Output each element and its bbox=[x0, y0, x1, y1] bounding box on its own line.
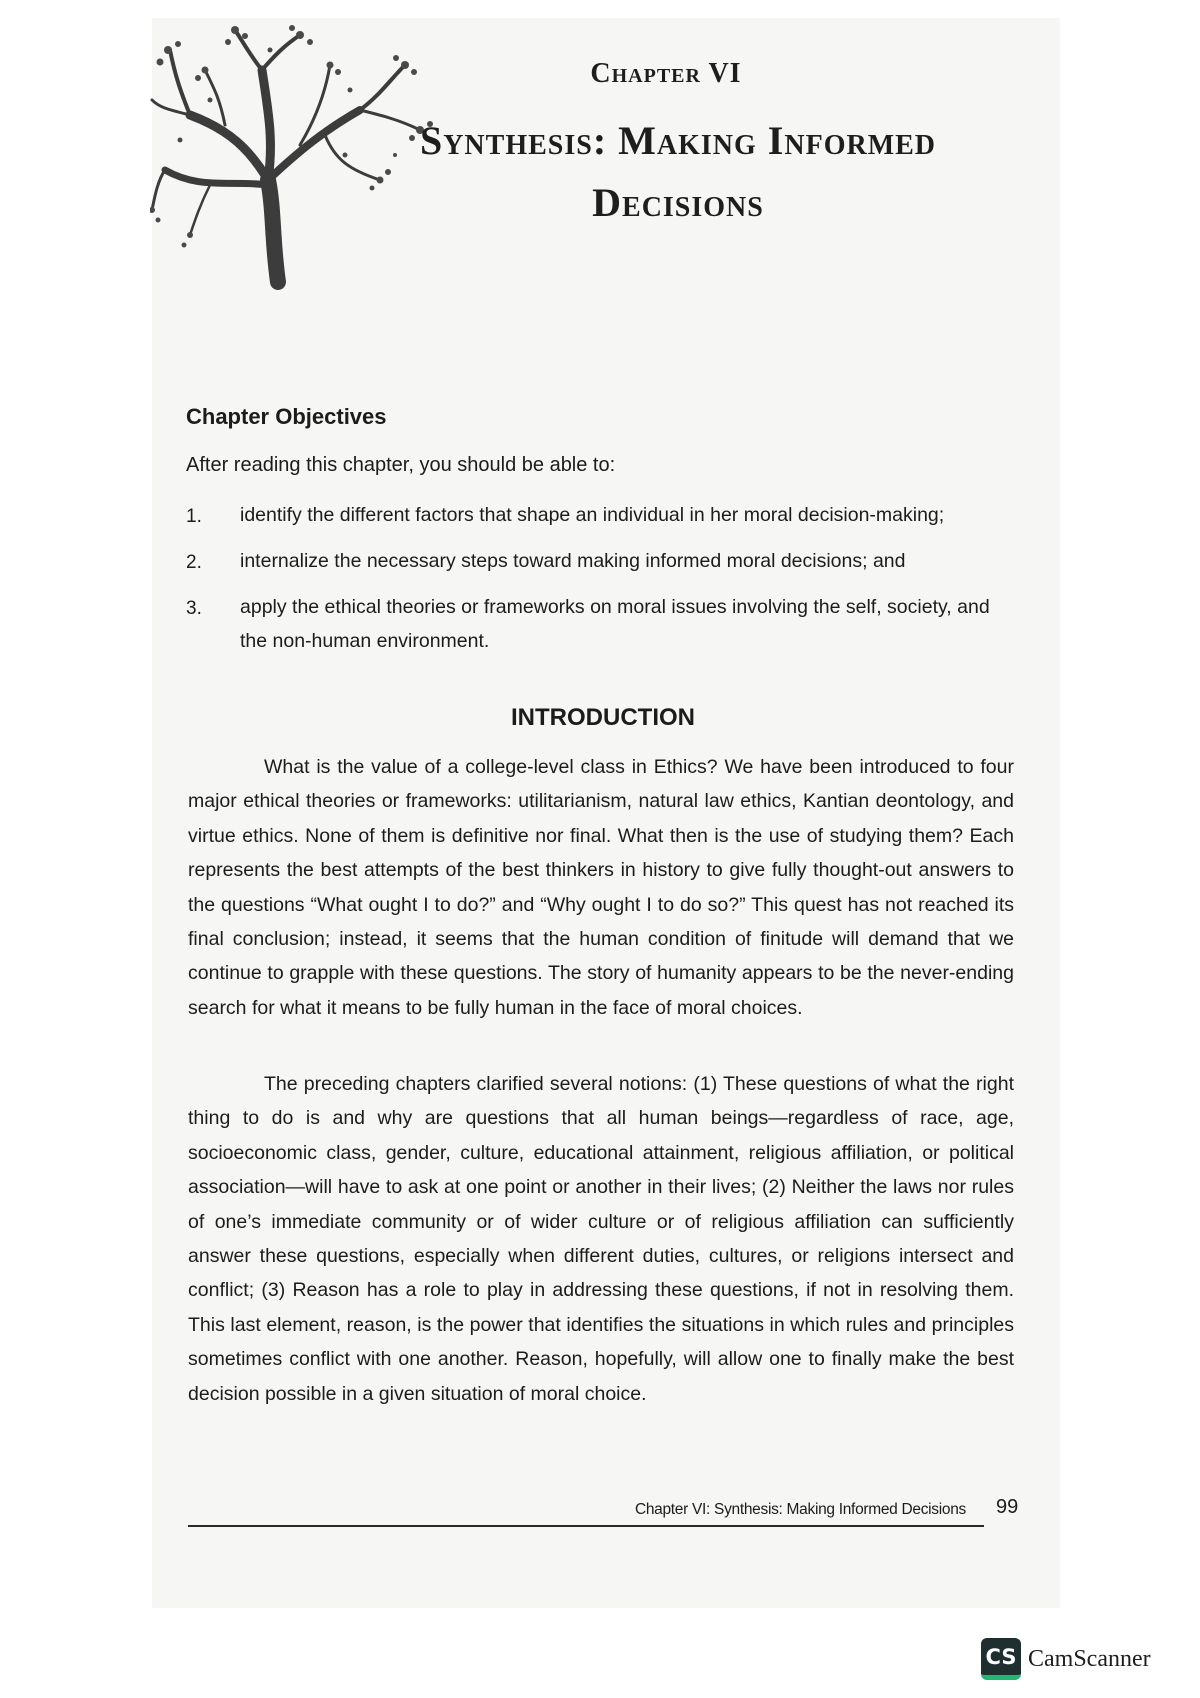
page-number: 99 bbox=[996, 1496, 1019, 1518]
body-paragraph: What is the value of a college-level class in Ethics? We have been introduced to four major ethical theories or frameworks: utilitarianism, natural law ethics, Kantian deontology, and virtue ethics. None of them is definitive nor final. What then is the use of studying them? Each represents the best attempts of the best thinkers in history to give fully thought-out answers to the questions “What ought I to do?” and “Why ought I to do so?” This quest has not reached its final conclusion; instead, it seems that the human condition of finitude will demand that we continue to grapple with these questions. The story of humanity appears to be the never-ending search for what it means to be fully human in the face of moral choices. bbox=[188, 756, 1014, 1019]
objective-item bbox=[186, 498, 1016, 532]
running-footer-title: Chapter VI: Synthesis: Making Informed Decisions bbox=[634, 1501, 966, 1518]
objectives-intro: After reading this chapter, you should be able to: bbox=[186, 454, 616, 476]
chapter-title-line-2: Decisions bbox=[592, 180, 764, 225]
objective-number: 2. bbox=[186, 552, 202, 573]
chapter-title-line-1: Synthesis: Making Informed bbox=[419, 118, 937, 163]
objective-item bbox=[186, 544, 1016, 578]
introduction-heading: INTRODUCTION bbox=[511, 704, 695, 731]
body-paragraph: The preceding chapters clarified several notions: (1) These questions of what the right thing to do is and why are questions that all human beings—regardless of race, age, socioeconomic class, gender, culture, educational attainment, religious affiliation, or political association—will have to ask at one point or another in their lives; (2) Neither the laws nor rules of one’s immediate community or of wider culture or of religious affiliation can sufficiently answer these questions, especially when different duties, cultures, or religions intersect and conflict; (3) Reason has a role to play in addressing these questions, if not in resolving them. This last element, reason, is the power that identifies the situations in which rules and principles sometimes conflict with one another. Reason, hopefully, will allow one to finally make the best decision possible in a given situation of moral choice. bbox=[188, 1073, 1014, 1405]
chapter-label: Chapter VI bbox=[590, 58, 742, 89]
objective-number: 3. bbox=[186, 598, 202, 619]
objective-text: internalize the necessary steps toward making informed moral decisions; and bbox=[240, 550, 906, 572]
objective-text: apply the ethical theories or frameworks on moral issues involving the self, society, and the non-human environment. bbox=[240, 596, 990, 652]
chapter-title bbox=[328, 110, 1028, 234]
camscanner-logo-icon: CS bbox=[981, 1638, 1021, 1680]
objectives-list bbox=[186, 498, 1016, 670]
camscanner-watermark bbox=[981, 1638, 1151, 1680]
objective-text: identify the different factors that shape an individual in her moral decision-making; bbox=[240, 504, 945, 526]
camscanner-name: CamScanner bbox=[1028, 1645, 1151, 1672]
objective-number: 1. bbox=[186, 506, 202, 527]
objectives-heading: Chapter Objectives bbox=[186, 404, 387, 429]
footer-divider bbox=[188, 1525, 984, 1527]
objective-item bbox=[186, 590, 1016, 658]
